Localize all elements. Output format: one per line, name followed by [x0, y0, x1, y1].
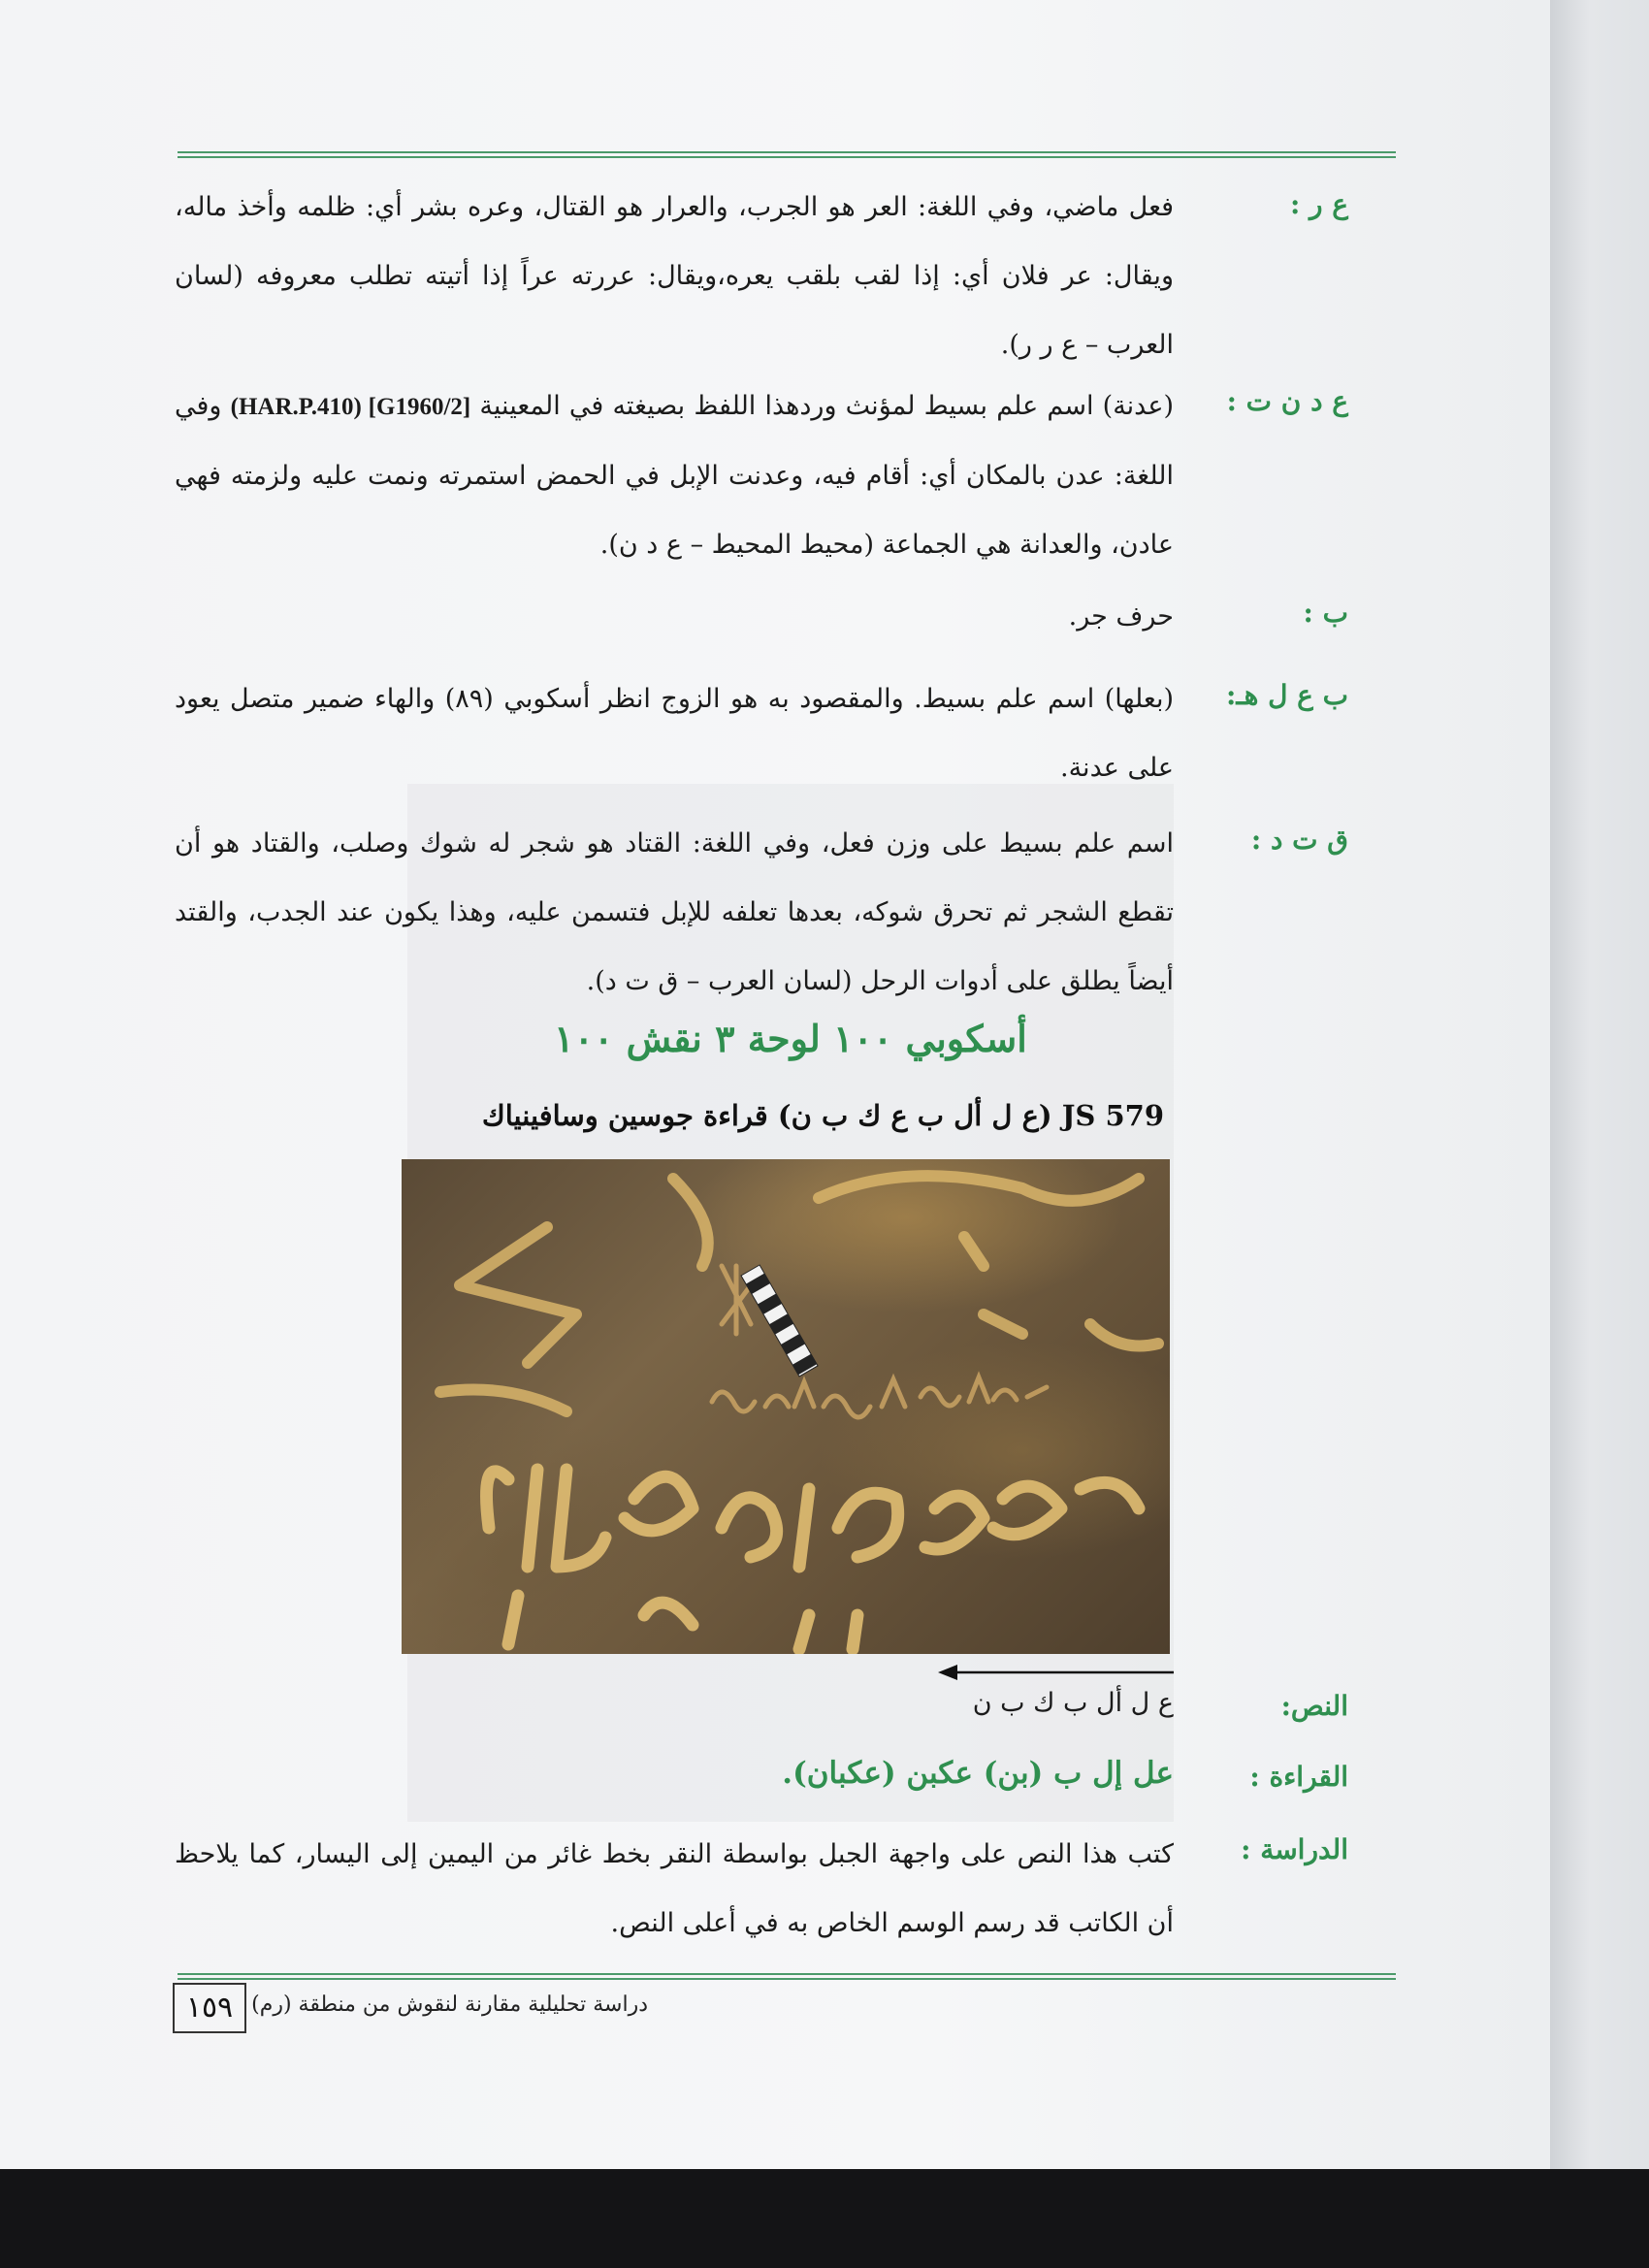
header-rule [178, 151, 1396, 159]
entry-adnat-references: [G1960/2] (HAR.P.410) [230, 394, 471, 420]
reading-section-value: عل إل ب (بن) عكبن (عكبان). [782, 1756, 1174, 1791]
entry-label-adnat: ع د ن ت : [1226, 385, 1348, 417]
entry-body-baalaha: (بعلها) اسم علم بسيط. والمقصود به هو الزوج انظر أسكوبي (٨٩) والهاء ضمير متصل يعود على عدنة. [175, 684, 1174, 783]
scan-border [0, 2169, 1649, 2268]
figure-subcaption: JS 579 (ع ل أل ب ع ك ب ن) قراءة جوسين وسافينياك [481, 1099, 1164, 1132]
entry-label-qatad: ق ت د : [1250, 824, 1348, 856]
book-spine [1550, 0, 1649, 2169]
entry-adnat-text-after: وفي اللغة: عدن بالمكان أي: أقام فيه، وعدنت الإبل في الحمض استمرته ونمت عليه ولزمته فهي عادن، والعدانة هي الجماعة (محيط المحيط – ع د ن). [175, 391, 1174, 560]
inscription-photo [402, 1159, 1170, 1654]
study-section-label: الدراسة : [1241, 1833, 1348, 1865]
entry-body-qatad: اسم علم بسيط على وزن فعل، وفي اللغة: القتاد هو شجر له شوك وصلب، والقتاد هو أن تقطع الشجر ثم تحرق شوكه، بعدها تعلفه للإبل فتسمن عليه، وهذا يكون عند الجدب، والقتد أيضاً يطلق على أدوات الرحل (لسان العرب – ق ت د). [175, 828, 1174, 996]
entry-adnat-text-before: (عدنة) اسم علم بسيط لمؤنث وردهذا اللفظ بصيغته في المعينية [479, 391, 1174, 421]
figure-caption: أسكوبي ١٠٠ لوحة ٣ نقش ١٠٠ [554, 1017, 1027, 1060]
footer-title: دراسة تحليلية مقارنة لنقوش من منطقة (رم) [251, 1993, 648, 2017]
page-number: ١٥٩ [173, 1983, 246, 2033]
entry-body-ayn-ra: فعل ماضي، وفي اللغة: العر هو الجرب، والعرار هو القتال، وعره بشر أي: ظلمه وأخذ ماله، ويقال: عر فلان أي: إذا لقب بلقب يعره،ويقال: عررته عراً إذا أتيته تطلب معروفه (لسان العرب – ع ر ر). [175, 192, 1174, 360]
entry-body-adnat [175, 372, 1174, 579]
entry-label-baalaha: ب ع ل هـ: [1226, 679, 1348, 711]
text-section-value: ع ل أل ب ك ب ن [972, 1688, 1174, 1718]
entry-label-ba: ب : [1303, 597, 1348, 629]
entry-body-ba: حرف جر. [1068, 601, 1174, 632]
study-section-text: كتب هذا النص على واجهة الجبل بواسطة النقر بخط غائر من اليمين إلى اليسار، كما يلاحظ أن الكاتب قد رسم الوسم الخاص به في أعلى النص. [175, 1839, 1174, 1938]
text-section-label: النص: [1280, 1690, 1348, 1722]
inscription-photo-drawing [402, 1159, 1170, 1654]
entry-label-ayn-ra: ع ر : [1289, 188, 1348, 220]
footer-rule [178, 1973, 1396, 1981]
reading-section-label: القراءة : [1249, 1761, 1348, 1793]
reading-direction-arrow [936, 1661, 1179, 1684]
